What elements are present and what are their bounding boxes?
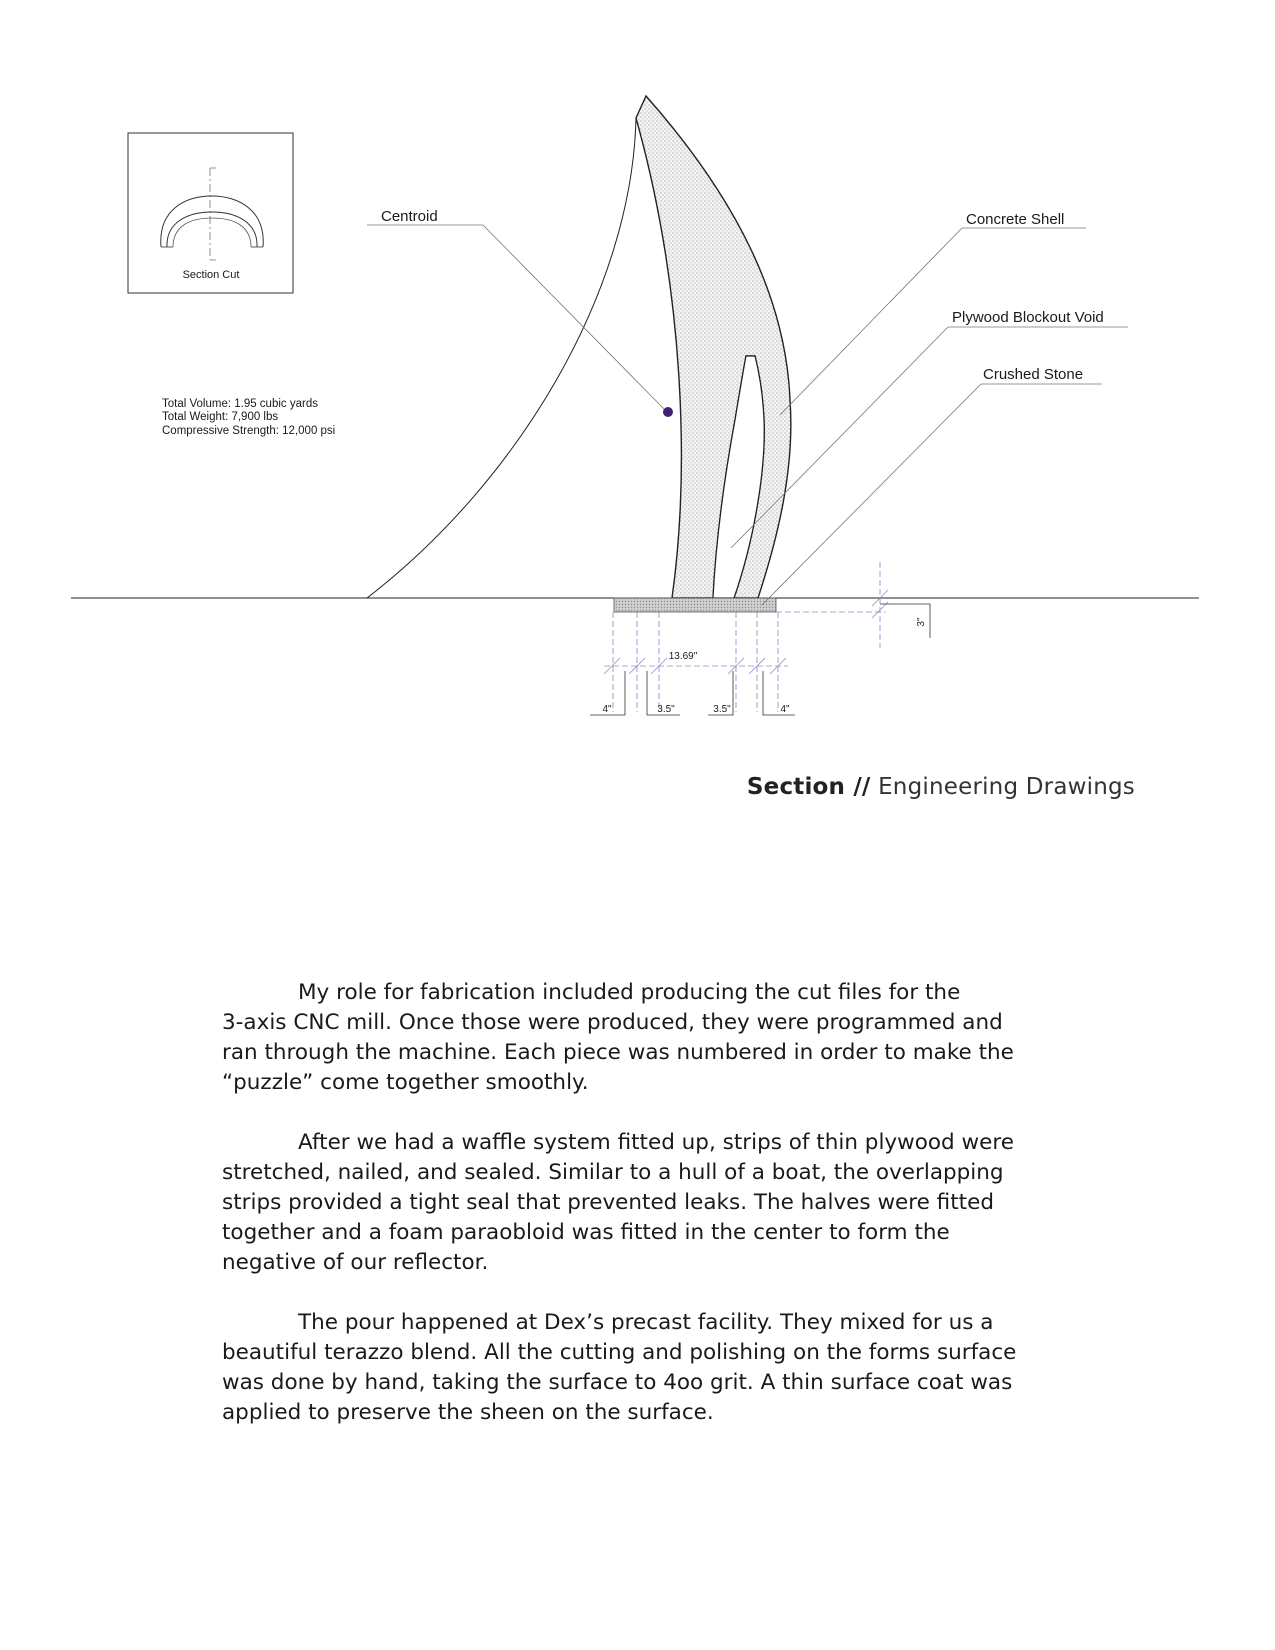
- caption-light: Engineering Drawings: [878, 774, 1135, 800]
- dimension-brackets: [590, 604, 930, 715]
- paragraph-text: My role for fabrication included producing the cut files for the 3-axis CNC mill. Once those were produced, they were programmed and ran through the machine. Each piece was numbered in order to make the “puzzle” come together smoothly.: [222, 980, 1014, 1095]
- crushed-stone-callout: [762, 366, 1102, 605]
- centroid-callout: [367, 208, 673, 417]
- spec-strength: Compressive Strength: 12,000 psi: [162, 425, 336, 437]
- dim-left: 4": [602, 704, 612, 715]
- figure-caption: [747, 774, 1135, 800]
- section-cut-label: Section Cut: [182, 269, 240, 281]
- reflector-profile-arc: [367, 118, 636, 598]
- crushed-stone-label: Crushed Stone: [983, 366, 1084, 383]
- dim-depth: 3": [916, 617, 927, 627]
- paragraph: [222, 978, 1082, 1098]
- caption-bold: Section //: [746, 774, 871, 800]
- engineering-section-drawing: [0, 0, 1275, 760]
- section-cut-inset: [128, 133, 293, 293]
- dim-mid-right: 3.5": [713, 704, 731, 715]
- spec-weight: Total Weight: 7,900 lbs: [162, 411, 279, 423]
- specs-block: [162, 398, 335, 437]
- paragraph: [222, 1308, 1082, 1428]
- dim-overall: 13.69": [668, 651, 698, 662]
- plywood-void-label: Plywood Blockout Void: [952, 309, 1104, 326]
- paragraph: [222, 1128, 1082, 1278]
- concrete-shell-label: Concrete Shell: [966, 211, 1065, 228]
- dim-right: 4": [780, 704, 790, 715]
- dim-mid-left: 3.5": [657, 704, 675, 715]
- paragraph-text: After we had a waffle system fitted up, strips of thin plywood were stretched, nailed, and sealed. Similar to a hull of a boat, the overlapping strips provided a tight seal that prevented leaks. The halves were fitted together and a foam paraobloid was fitted in the center to form the negative of our reflector.: [222, 1130, 1014, 1275]
- centroid-label: Centroid: [381, 208, 438, 225]
- centroid-dot: [663, 407, 673, 417]
- concrete-shell: [636, 96, 791, 598]
- crushed-stone-base: [614, 598, 776, 612]
- paragraph-text: The pour happened at Dex’s precast facility. They mixed for us a beautiful terazzo blend. All the cutting and polishing on the forms surface was done by hand, taking the surface to 4oo grit. A thin surface coat was applied to preserve the sheen on the surface.: [222, 1310, 1017, 1425]
- spec-volume: Total Volume: 1.95 cubic yards: [162, 398, 318, 410]
- body-text: [222, 978, 1082, 1458]
